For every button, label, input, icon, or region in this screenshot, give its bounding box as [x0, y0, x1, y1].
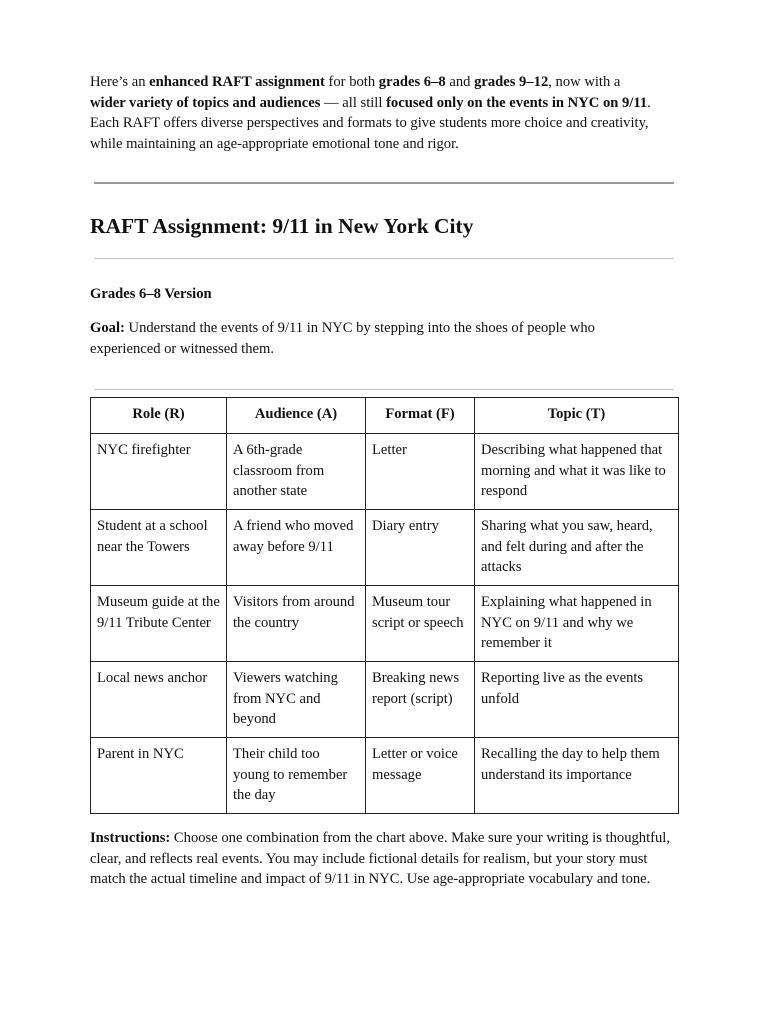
- cell-audience: Visitors from around the country: [227, 586, 366, 662]
- instructions-label: Instructions:: [90, 830, 171, 846]
- divider: [94, 182, 674, 184]
- table-row: [91, 510, 679, 586]
- intro-text: for both: [324, 74, 379, 90]
- cell-topic: Recalling the day to help them understand its importance: [475, 738, 679, 814]
- intro-text: , now with a: [548, 74, 621, 90]
- cell-format: Museum tour script or speech: [366, 586, 475, 662]
- cell-format: Breaking news report (script): [366, 662, 475, 738]
- instructions-paragraph: [90, 828, 680, 890]
- intro-bold: enhanced RAFT assignment: [149, 74, 325, 90]
- page-title: RAFT Assignment: 9/11 in New York City: [90, 214, 474, 238]
- intro-bold: grades 6–8: [378, 74, 446, 90]
- column-header-role: Role (R): [91, 398, 227, 434]
- cell-role: Local news anchor: [91, 662, 227, 738]
- cell-format: Letter or voice message: [366, 738, 475, 814]
- table-row: [91, 662, 679, 738]
- section-heading: Grades 6–8 Version: [90, 286, 212, 302]
- intro-text: and: [445, 74, 475, 90]
- cell-role: Museum guide at the 9/11 Tribute Center: [91, 586, 227, 662]
- cell-role: NYC firefighter: [91, 434, 227, 510]
- table-row: [91, 586, 679, 662]
- table-row: [91, 738, 679, 814]
- cell-topic: Explaining what happened in NYC on 9/11 and why we remember it: [475, 586, 679, 662]
- cell-format: Diary entry: [366, 510, 475, 586]
- goal-paragraph: [90, 318, 650, 360]
- instructions-text: Choose one combination from the chart above. Make sure your writing is thoughtful, clear, and reflects real events. You may include fictional details for realism, but your story must match the actual timeline and impact of 9/11 in NYC. Use age-appropriate vocabulary and tone.: [90, 830, 671, 887]
- cell-audience: Viewers watching from NYC and beyond: [227, 662, 366, 738]
- intro-bold: grades 9–12: [474, 74, 549, 90]
- cell-format: Letter: [366, 434, 475, 510]
- intro-text: . Each RAFT offers diverse perspectives and formats to give students more choice and creativity, while maintaining an age-appropriate emotional tone and rigor.: [90, 94, 651, 152]
- column-header-format: Format (F): [366, 398, 475, 434]
- intro-text: — all still: [320, 94, 387, 111]
- cell-audience: A 6th-grade classroom from another state: [227, 434, 366, 510]
- cell-topic: Reporting live as the events unfold: [475, 662, 679, 738]
- intro-text: Here’s an: [90, 74, 150, 90]
- goal-text: Understand the events of 9/11 in NYC by stepping into the shoes of people who experienced or witnessed them.: [90, 320, 595, 357]
- cell-role: Parent in NYC: [91, 738, 227, 814]
- intro-bold: focused only on the events in NYC on 9/11: [386, 94, 648, 111]
- cell-audience: A friend who moved away before 9/11: [227, 510, 366, 586]
- table-header-row: [91, 398, 679, 434]
- divider: [94, 258, 674, 259]
- goal-label: Goal:: [90, 320, 125, 336]
- table-row: [91, 434, 679, 510]
- cell-topic: Describing what happened that morning and what it was like to respond: [475, 434, 679, 510]
- cell-role: Student at a school near the Towers: [91, 510, 227, 586]
- raft-table: [90, 397, 679, 814]
- divider: [94, 389, 674, 390]
- cell-topic: Sharing what you saw, heard, and felt during and after the attacks: [475, 510, 679, 586]
- column-header-audience: Audience (A): [227, 398, 366, 434]
- intro-bold: wider variety of topics and audiences: [90, 94, 321, 111]
- cell-audience: Their child too young to remember the day: [227, 738, 366, 814]
- intro-paragraph: [90, 72, 680, 154]
- column-header-topic: Topic (T): [475, 398, 679, 434]
